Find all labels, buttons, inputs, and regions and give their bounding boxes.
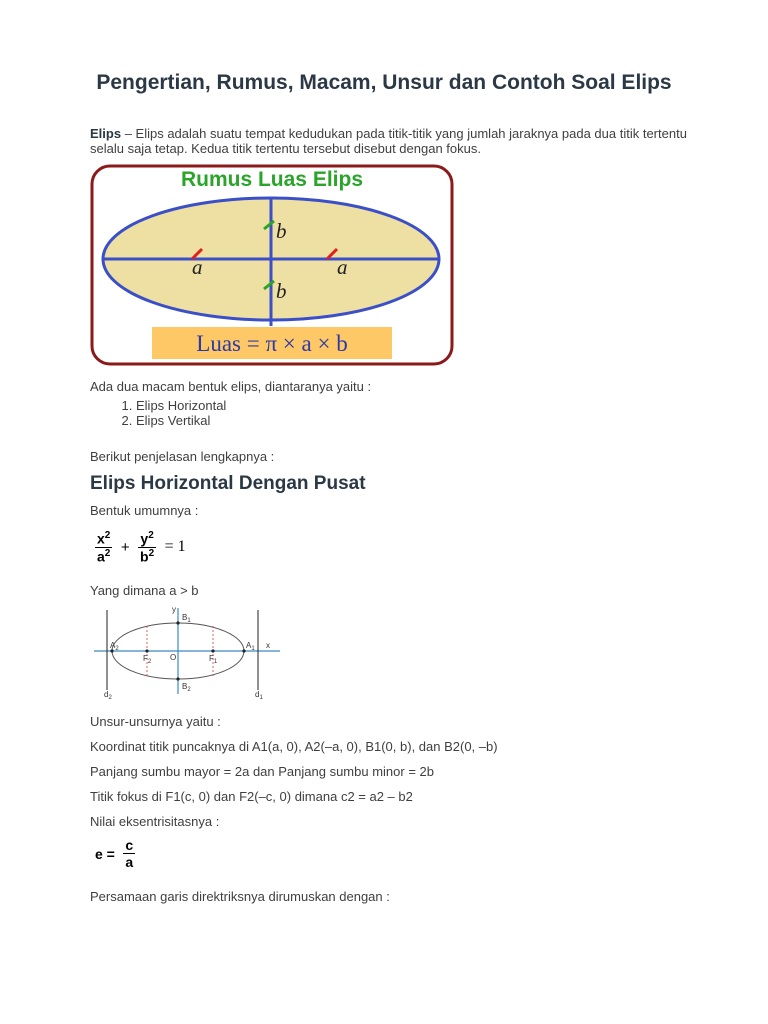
vertices-text: Koordinat titik puncaknya di A1(a, 0), A2(–a, 0), B1(0, b), dan B2(0, –b) [90,739,498,754]
plus-sign: + [120,538,130,556]
label-a1: A [246,641,252,650]
fraction-x [95,530,112,564]
axes-text: Panjang sumbu mayor = 2a dan Panjang sumbu minor = 2b [90,764,434,779]
svg-text:F2 [143,654,152,665]
label-f1: F [209,654,214,663]
condition-text: Yang dimana a > b [90,583,199,598]
svg-text:F1 [209,654,218,665]
label-b1-sub: 1 [187,618,191,624]
exponent: 2 [104,547,111,559]
label-a1-sub: 1 [251,646,255,652]
svg-text:d1 [255,690,263,701]
intro-term: Elips [90,126,122,141]
foci-text: Titik fokus di F1(c, 0) dan F2(–c, 0) dimana c2 = a2 – b2 [90,789,413,804]
svg-text:B2 [182,682,191,693]
horizontal-ellipse-diagram [90,604,286,704]
eccentricity-label: Nilai eksentrisitasnya : [90,814,220,829]
label-d1-sub: 1 [259,695,263,701]
exponent: 2 [104,530,111,541]
general-form-label: Bentuk umumnya : [90,503,199,518]
y-symbol: y [140,530,149,547]
svg-text:d2 [104,690,112,701]
label-d2-sub: 2 [108,695,112,701]
label-y: y [172,605,176,614]
vertex-b2-point [176,677,179,680]
directrix-label: Persamaan garis direktriksnya dirumuskan dengan : [90,889,390,904]
label-a-right: a [337,255,348,279]
general-form-formula [95,530,186,564]
svg-text:A1 [246,641,255,652]
b-symbol: b [140,548,149,565]
exponent: 2 [148,530,154,541]
explain-text: Berikut penjelasan lengkapnya : [90,449,275,464]
elements-label: Unsur-unsurnya yaitu : [90,714,221,729]
label-a2: A [110,641,116,650]
equals-one: = 1 [164,538,186,556]
fraction-y [138,530,156,564]
intro-paragraph [90,126,690,156]
label-d2: d [104,690,109,699]
label-a-left: a [192,255,203,279]
a-symbol: a [97,548,105,565]
focus-f2-point [145,649,148,652]
label-b1: B [182,613,188,622]
label-d1: d [255,690,260,699]
denominator-a: a [125,854,134,870]
types-intro: Ada dua macam bentuk elips, diantaranya yaitu : [90,379,372,394]
focus-f1-point [211,649,214,652]
label-x: x [266,641,270,650]
list-item: 2. Elips Vertikal [136,413,226,428]
label-f1-sub: 1 [213,659,218,665]
area-formula: Luas = π × a × b [196,331,348,356]
label-b-top: b [276,219,287,243]
x-symbol: x [97,530,105,547]
intro-text: – Elips adalah suatu tempat kedudukan pada titik-titik yang jumlah jaraknya pada dua titik tertentu selalu saja tetap. Kedua titik tertentu tersebut disebut dengan fokus. [90,126,687,156]
label-b-bottom: b [276,279,287,303]
fraction-c-over-a [123,837,135,870]
eccentricity-lhs: e = [95,845,115,862]
page-title: Pengertian, Rumus, Macam, Unsur dan Contoh Soal Elips [96,71,672,94]
label-origin: O [170,653,177,662]
label-a2-sub: 2 [115,646,119,652]
eccentricity-formula [95,837,135,870]
label-f2-sub: 2 [147,659,152,665]
svg-text:B1 [182,613,191,624]
list-item: 1. Elips Horizontal [136,398,226,413]
numerator-c: c [125,837,134,853]
types-list [90,398,226,428]
label-f2: F [143,654,148,663]
vertex-b1-point [176,621,179,624]
exponent: 2 [148,547,155,559]
ellipse-area-figure [90,164,454,366]
label-b2-sub: 2 [187,687,191,693]
label-b2: B [182,682,188,691]
figure-heading: Rumus Luas Elips [180,168,364,191]
section-heading: Elips Horizontal Dengan Pusat [90,473,366,494]
